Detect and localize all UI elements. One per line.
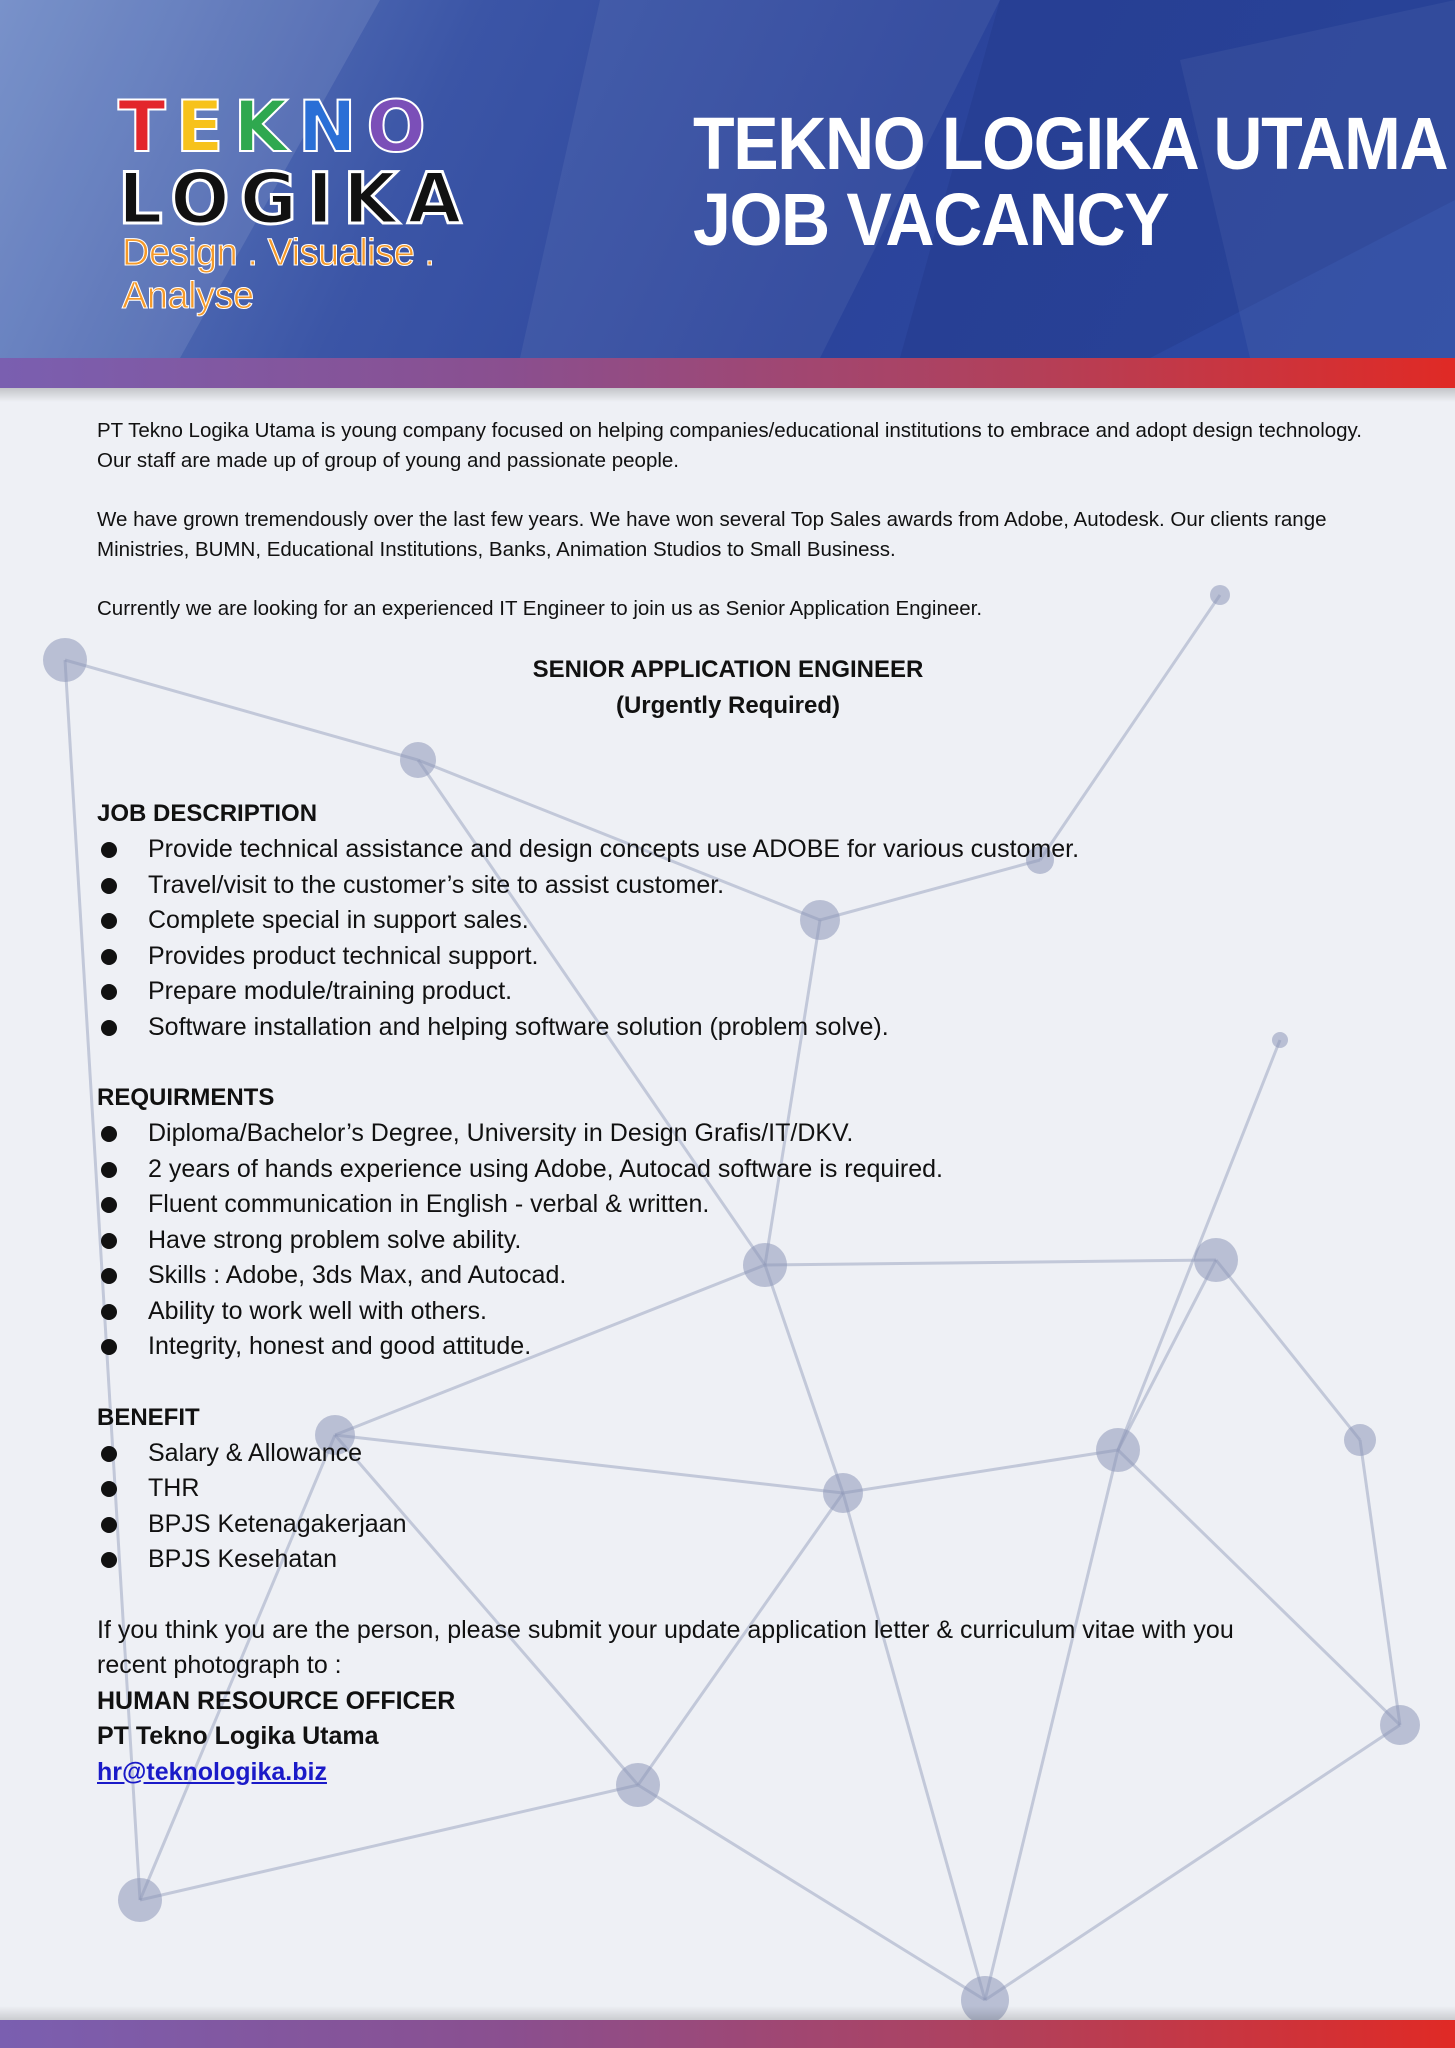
contact-instruction: If you think you are the person, please submit your update application letter & curriculum vitae with you: [97, 1615, 1234, 1644]
job-description-heading: JOB DESCRIPTION: [97, 800, 318, 827]
requirements-list: [97, 1116, 1367, 1365]
logo-letter: N: [297, 86, 367, 168]
list-item: Have strong problem solve ability.: [97, 1223, 1367, 1259]
header-title: [693, 102, 1455, 261]
company-title: TEKNO LOGIKA UTAMA: [693, 102, 1448, 185]
position-heading: [97, 652, 1359, 724]
logo-letter: K: [233, 86, 298, 168]
benefit-heading: BENEFIT: [97, 1403, 200, 1431]
logo-letter: O: [366, 86, 436, 168]
benefit-list: [97, 1436, 1367, 1578]
network-node: [43, 638, 87, 682]
logo-letter: T: [118, 86, 176, 168]
intro-paragraph: PT Tekno Logika Utama is young company focused on helping companies/educational institutions to embrace and adopt design technology. Our staff are made up of group of young and passionate people.: [97, 419, 1362, 472]
list-item: THR: [97, 1471, 1367, 1507]
list-item: Integrity, honest and good attitude.: [97, 1329, 1367, 1365]
footer-color-stripe: [0, 2020, 1455, 2048]
job-description-list: [97, 832, 1367, 1045]
logo-bottom-word: LOGIKA: [118, 158, 472, 240]
logo-top-word: [118, 86, 436, 168]
contact-company: PT Tekno Logika Utama: [97, 1722, 379, 1750]
intro-paragraph: Currently we are looking for an experienced IT Engineer to join us as Senior Application Engineer.: [97, 597, 983, 620]
list-item: Salary & Allowance: [97, 1436, 1367, 1472]
list-item: Fluent communication in English - verbal & written.: [97, 1187, 1367, 1223]
intro-section: [97, 416, 1367, 624]
main-content: [97, 416, 1367, 1790]
network-node: [1380, 1705, 1420, 1745]
list-item: Prepare module/training product.: [97, 974, 1367, 1010]
vacancy-title: JOB VACANCY: [693, 178, 1169, 261]
list-item: Skills : Adobe, 3ds Max, and Autocad.: [97, 1258, 1367, 1294]
list-item: BPJS Kesehatan: [97, 1542, 1367, 1578]
position-subtitle: (Urgently Required): [615, 692, 840, 719]
position-title: SENIOR APPLICATION ENGINEER: [532, 656, 924, 683]
network-edge: [140, 1785, 638, 1900]
list-item: 2 years of hands experience using Adobe, Autocad software is required.: [97, 1152, 1367, 1188]
company-logo: [118, 86, 563, 317]
list-item: Complete special in support sales.: [97, 903, 1367, 939]
contact-instruction: recent photograph to :: [97, 1651, 342, 1679]
requirements-heading: REQUIRMENTS: [97, 1084, 275, 1111]
list-item: Provide technical assistance and design concepts use ADOBE for various customer.: [97, 832, 1367, 868]
intro-paragraph: We have grown tremendously over the last few years. We have won several Top Sales awards from Adobe, Autodesk. Our clients range Ministries, BUMN, Educational Institutions, Banks, Animation Studios to Small Business.: [97, 508, 1327, 561]
list-item: Diploma/Bachelor’s Degree, University in Design Grafis/IT/DKV.: [97, 1116, 1367, 1152]
list-item: Travel/visit to the customer’s site to assist customer.: [97, 868, 1367, 904]
list-item: Software installation and helping software solution (problem solve).: [97, 1010, 1367, 1046]
list-item: BPJS Ketenagakerjaan: [97, 1507, 1367, 1543]
list-item: Ability to work well with others.: [97, 1294, 1367, 1330]
contact-section: [97, 1613, 1367, 1791]
contact-recipient: HUMAN RESOURCE OFFICER: [97, 1686, 456, 1715]
header-color-stripe: [0, 358, 1455, 388]
logo-tagline: Design . Visualise . Analyse: [122, 232, 435, 317]
logo-letter: E: [175, 86, 234, 168]
network-node: [118, 1878, 162, 1922]
email-link[interactable]: hr@teknologika.biz: [97, 1757, 327, 1786]
list-item: Provides product technical support.: [97, 939, 1367, 975]
